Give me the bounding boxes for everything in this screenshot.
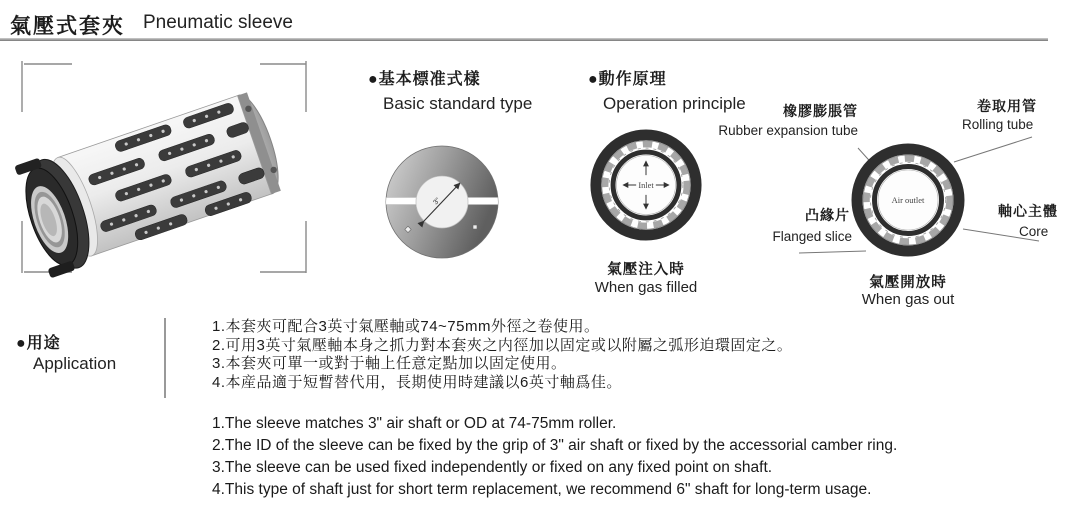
application-item-en: 3.The sleeve can be used fixed independently or fixed on any fixed point on shaft. bbox=[212, 459, 773, 476]
leader-core bbox=[963, 229, 1039, 241]
caption-gas-filled-zh: 氣壓注入時 bbox=[607, 262, 685, 278]
section-bullet-icon: ● bbox=[16, 335, 27, 352]
operation-section-heading-zh: ●動作原理 bbox=[588, 71, 667, 88]
application-divider bbox=[164, 318, 166, 398]
page-title-en: Pneumatic sleeve bbox=[143, 12, 293, 33]
application-item-zh: 2.可用3英寸氣壓軸本身之抓力對本套夾之内徑加以固定或以附屬之弧形迫環固定之。 bbox=[212, 336, 793, 354]
label-core-en: Core bbox=[1019, 224, 1049, 239]
page-title-zh: 氣壓式套夾 bbox=[10, 15, 125, 38]
label-rolling-tube-zh: 卷取用管 bbox=[977, 98, 1037, 114]
basic-section-heading-en: Basic standard type bbox=[383, 94, 533, 113]
crop-mark-top-left bbox=[22, 61, 72, 112]
crop-mark-bottom-right bbox=[260, 221, 306, 273]
application-item-en: 2.The ID of the sleeve can be fixed by the grip of 3" air shaft or fixed by the accessorial camber ring. bbox=[212, 437, 898, 454]
label-core-zh: 軸心主體 bbox=[998, 203, 1058, 219]
section-bullet-icon: ● bbox=[368, 71, 379, 88]
basic-section-heading-zh: ●基本標准式樣 bbox=[368, 71, 481, 88]
application-item-zh: 1.本套夾可配合3英寸氣壓軸或74~75mm外徑之卷使用。 bbox=[212, 318, 600, 335]
diameter-label: 3" bbox=[432, 196, 442, 207]
inlet-label: Inlet bbox=[638, 180, 654, 190]
application-list-en bbox=[212, 413, 1084, 501]
basic-type-diagram bbox=[385, 145, 499, 259]
crop-mark-top-right bbox=[260, 61, 306, 112]
label-rolling-tube-en: Rolling tube bbox=[962, 117, 1034, 132]
application-item-zh: 4.本産品適于短暫替代用，長期使用時建議以6英寸軸爲佳。 bbox=[212, 373, 622, 391]
application-item-en: 4.This type of shaft just for short term replacement, we recommend 6" shaft for long-term usage. bbox=[212, 481, 872, 498]
application-heading-zh: ●用途 bbox=[16, 335, 61, 352]
label-flanged-slice-en: Flanged slice bbox=[772, 229, 852, 244]
pneumatic-sleeve-cylinder bbox=[12, 84, 290, 278]
product-photo bbox=[8, 58, 310, 298]
label-flanged-slice-zh: 凸緣片 bbox=[805, 207, 850, 223]
application-item-zh: 3.本套夾可單一或對于軸上任意定點加以固定使用。 bbox=[212, 355, 567, 373]
label-rubber-expansion-tube-en: Rubber expansion tube bbox=[718, 123, 858, 138]
title-underline bbox=[0, 38, 1048, 41]
keyway-mark-square bbox=[473, 225, 477, 229]
application-item-en: 1.The sleeve matches 3" air shaft or OD at 74-75mm roller. bbox=[212, 415, 617, 432]
diagram-gas-out bbox=[848, 140, 968, 260]
section-bullet-icon: ● bbox=[588, 71, 599, 88]
diagram-gas-filled bbox=[587, 126, 705, 244]
air-outlet-label: Air outlet bbox=[891, 195, 925, 205]
application-list-zh bbox=[212, 318, 1084, 392]
caption-gas-out-en: When gas out bbox=[861, 291, 955, 308]
label-rubber-expansion-tube-zh: 橡膠膨脹管 bbox=[783, 103, 858, 119]
caption-gas-out-zh: 氣壓開放時 bbox=[869, 275, 947, 291]
application-heading-en: Application bbox=[33, 354, 117, 373]
caption-gas-filled-en: When gas filled bbox=[594, 279, 698, 296]
operation-section-heading-en: Operation principle bbox=[603, 94, 746, 113]
